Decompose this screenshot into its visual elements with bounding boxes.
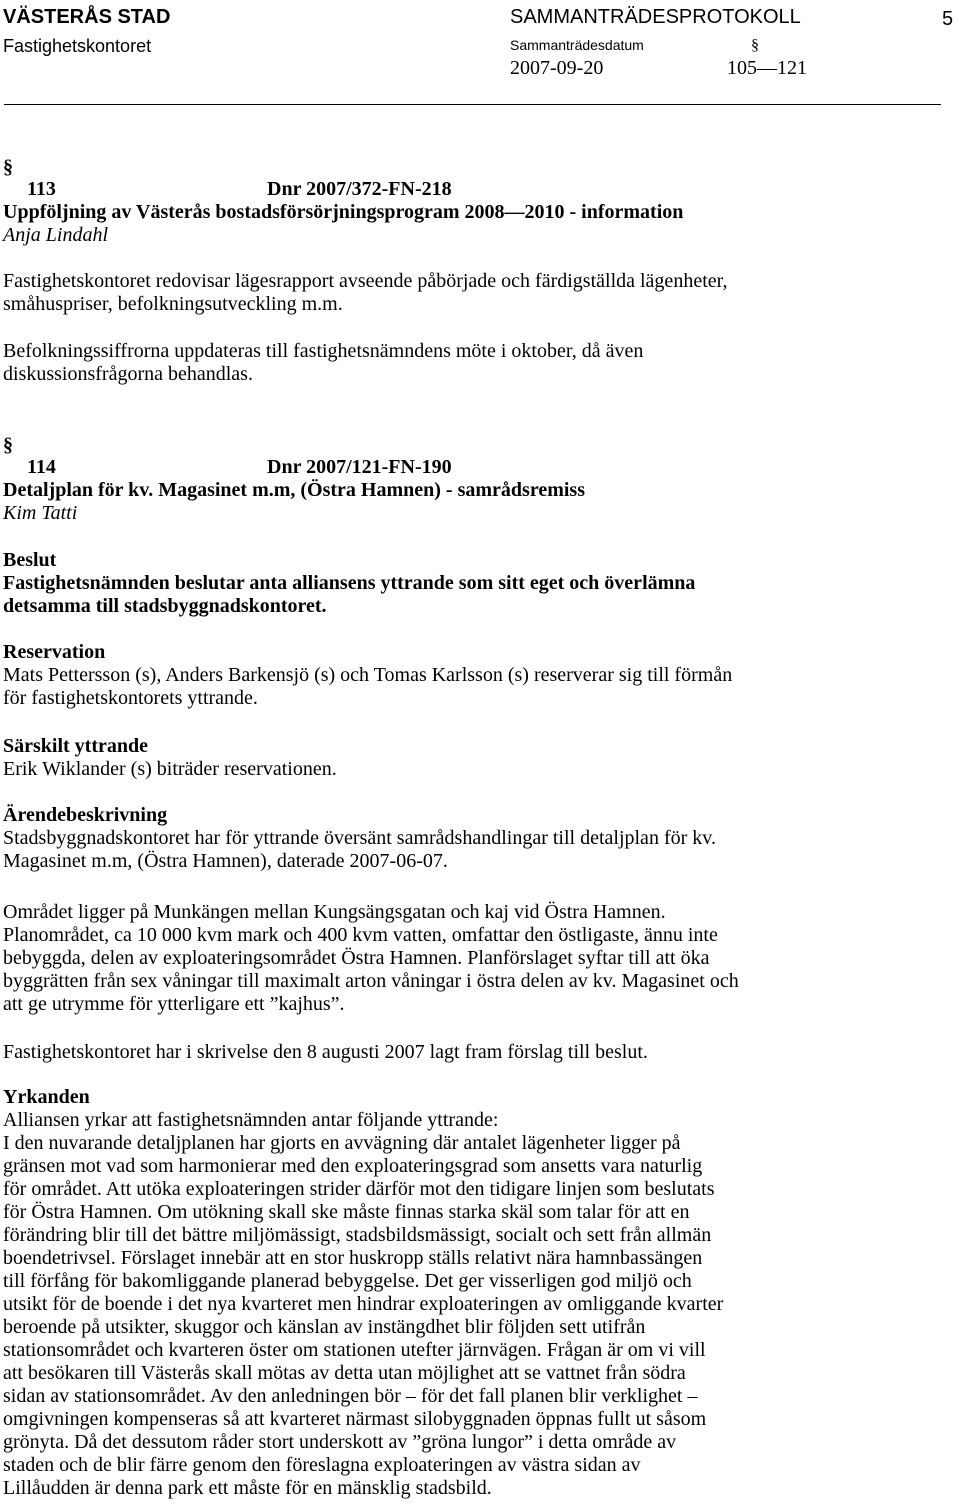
page-number: 5 [942, 8, 954, 30]
diary-number: Dnr 2007/372-FN-218 [267, 178, 452, 200]
header-rule [4, 104, 941, 105]
section-sign: § [3, 156, 13, 178]
beslut-heading: Beslut [3, 549, 57, 571]
meeting-date: 2007-09-20 [510, 57, 604, 79]
section-sign: § [751, 37, 759, 54]
beslut-text: Fastighetsnämnden beslutar anta alliansens yttrande som sitt eget och överlämna detsamma till stadsbyggnadskontoret. [3, 572, 696, 617]
arendebeskrivning-heading: Ärendebeskrivning [3, 804, 168, 826]
item-number: 114 [27, 456, 56, 478]
sarskilt-yttrande-text: Erik Wiklander (s) biträder reservationen. [3, 758, 337, 780]
reservation-heading: Reservation [3, 641, 106, 663]
department-name: Fastighetskontoret [3, 36, 152, 56]
presenter: Anja Lindahl [3, 224, 109, 246]
section-sign: § [3, 434, 13, 456]
item-number: 113 [27, 178, 56, 200]
date-label: Sammanträdesdatum [510, 37, 644, 53]
document-type: SAMMANTRÄDESPROTOKOLL [510, 6, 801, 28]
sarskilt-yttrande-heading: Särskilt yttrande [3, 735, 148, 757]
paragraph: Befolkningssiffrorna uppdateras till fastighetsnämndens möte i oktober, då även diskussionsfrågorna behandlas. [3, 340, 644, 385]
paragraph-range: 105—121 [727, 57, 807, 79]
skrivelse-paragraph: Fastighetskontoret har i skrivelse den 8 augusti 2007 lagt fram förslag till beslut. [3, 1041, 648, 1063]
reservation-text: Mats Pettersson (s), Anders Barkensjö (s) och Tomas Karlsson (s) reserverar sig till förmån för fastighetskontorets yttrande. [3, 664, 733, 709]
omrade-paragraph: Området ligger på Munkängen mellan Kungsängsgatan och kaj vid Östra Hamnen. Planområdet, ca 10 000 kvm mark och 400 kvm vatten, omfattar den östligaste, ännu inte bebyggda, delen av exploateringsområdet Östra Hamnen. Planförslaget syftar till att öka byggrätten från sex våningar till maximalt arton våningar i östra delen av kv. Magasinet och att ge utrymme för ytterligare ett ”kajhus”. [3, 901, 739, 1015]
presenter: Kim Tatti [3, 502, 78, 524]
paragraph: Fastighetskontoret redovisar lägesrapport avseende påbörjade och färdigställda lägenheter, småhuspriser, befolkningsutveckling m.m. [3, 270, 728, 315]
item-title: Uppföljning av Västerås bostadsförsörjningsprogram 2008—2010 - information [3, 201, 684, 223]
item-title: Detaljplan för kv. Magasinet m.m, (Östra Hamnen) - samrådsremiss [3, 479, 585, 501]
organization-name: VÄSTERÅS STAD [3, 6, 171, 28]
arendebeskrivning-text: Stadsbyggnadskontoret har för yttrande översänt samrådshandlingar till detaljplan för kv. Magasinet m.m, (Östra Hamnen), daterade 2007-06-07. [3, 827, 716, 872]
diary-number: Dnr 2007/121-FN-190 [267, 456, 452, 478]
yrkanden-heading: Yrkanden [3, 1086, 90, 1108]
yrkanden-text: Alliansen yrkar att fastighetsnämnden antar följande yttrande: I den nuvarande detaljplanen har gjorts en avvägning där antalet lägenheter ligger på gränsen mot vad som harmonierar med den exploateringsgrad som ansetts vara naturlig för området. Att utöka exploateringen strider därför mot den tidigare linjen som beslutats för Östra Hamnen. Om utökning skall ske måste finnas starka skäl som talar för att en förändring blir till det bättre miljömässigt, stadsbildsmässigt, socialt och sett från allmän boendetrivsel. Förslaget innebär att en stor huskropp ställs relativt nära hamnbassängen till förfång för bakomliggande planerad bebyggelse. Det ger visserligen god miljö och utsikt för de boende i det nya kvarteret men hindrar exploateringen av omliggande kvarter beroende på utsikter, skuggor och känslan av instängdhet blir följden sett utifrån stationsområdet och kvarteren öster om stationen utefter järnvägen. Frågan är om vi vill att besökaren till Västerås skall mötas av detta utan möjlighet att se vattnet från södra sidan av stationsområdet. Av den anledningen bör – för det fall planen blir verklighet – omgivningen kompenseras så att kvarteret närmast silobyggnaden öppnas fullt ut såsom grönyta. Då det dessutom råder stort underskott av ”gröna lungor” i detta område av staden och de blir färre genom den föreslagna exploateringen av västra sidan av Lillåudden är denna park ett måste för en mänsklig stadsbild. [3, 1109, 724, 1499]
